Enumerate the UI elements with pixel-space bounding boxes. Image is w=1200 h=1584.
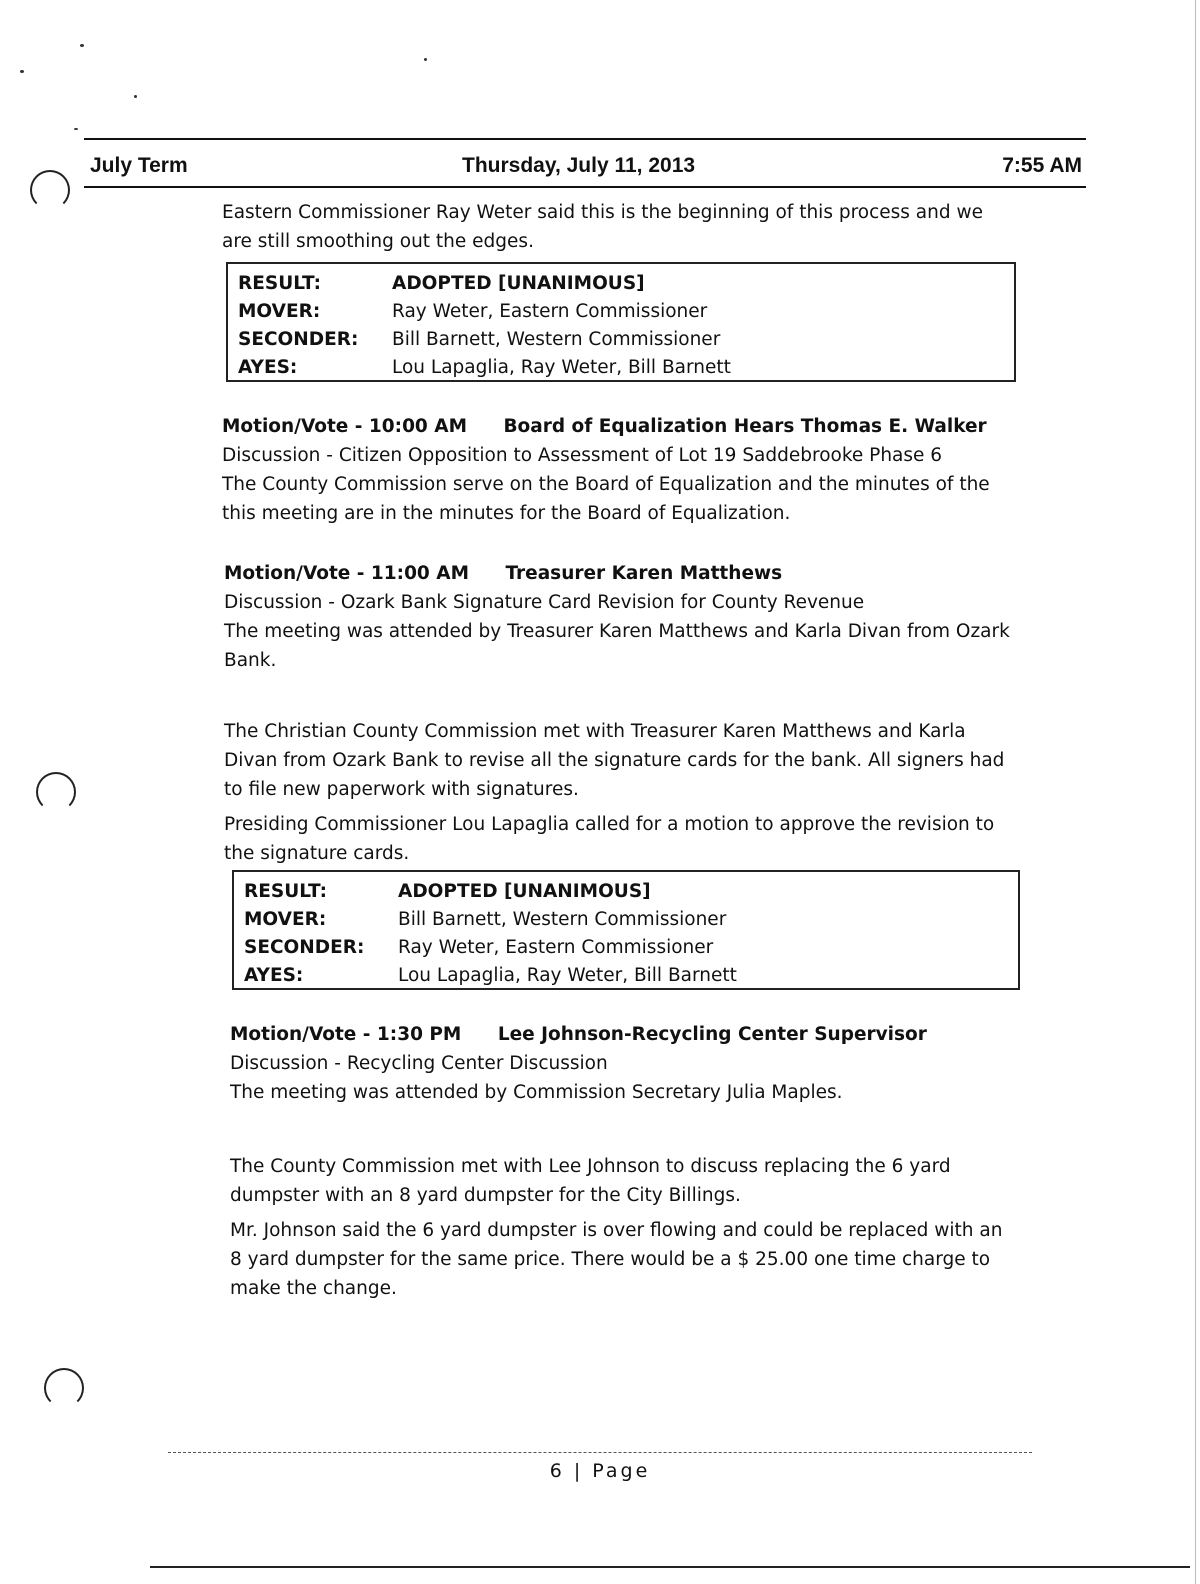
vote-label: RESULT: — [244, 881, 327, 902]
motion-subject: Treasurer Karen Matthews — [505, 563, 783, 584]
binder-hole-icon — [44, 1368, 84, 1408]
page-label: | Page — [573, 1460, 651, 1482]
discussion-label: Discussion - — [230, 1053, 341, 1074]
motion-label: Motion/Vote - — [230, 1024, 371, 1045]
motion-time: 1:30 PM — [376, 1024, 462, 1045]
vote-result-box — [232, 870, 1020, 990]
motion-time: 11:00 AM — [370, 563, 469, 584]
vote-result: ADOPTED [UNANIMOUS] — [398, 881, 651, 902]
discussion-text: Ozark Bank Signature Card Revision for County Revenue — [340, 592, 865, 613]
attended-text: The meeting was attended by Commission Secretary Julia Maples. — [230, 1082, 843, 1103]
vote-row-ayes — [244, 962, 1008, 990]
vote-row-seconder — [238, 326, 1004, 354]
page-footer — [0, 1460, 1200, 1482]
discussion-label: Discussion - — [222, 445, 333, 466]
intro-section — [222, 198, 1012, 256]
vote-label: AYES: — [238, 357, 298, 378]
vote-mover: Bill Barnett, Western Commissioner — [398, 909, 727, 930]
scan-edge-right — [1195, 0, 1196, 1584]
vote-seconder: Ray Weter, Eastern Commissioner — [398, 937, 714, 958]
scan-speck — [74, 128, 78, 130]
discussion-label: Discussion - — [224, 592, 335, 613]
motion-heading — [222, 412, 1012, 441]
vote-label: RESULT: — [238, 273, 321, 294]
vote-row-mover — [238, 298, 1004, 326]
binder-hole-icon — [36, 772, 76, 812]
vote-ayes: Lou Lapaglia, Ray Weter, Bill Barnett — [392, 357, 731, 378]
motion-subject: Lee Johnson-Recycling Center Supervisor — [497, 1024, 927, 1045]
vote-label: SECONDER: — [244, 937, 365, 958]
vote-mover: Ray Weter, Eastern Commissioner — [392, 301, 708, 322]
motion-subject: Board of Equalization Hears Thomas E. Walker — [503, 416, 987, 437]
vote-row-mover — [244, 906, 1008, 934]
motion-paragraph: The Christian County Commission met with Treasurer Karen Matthews and Karla Divan from Ozark Bank to revise all the signature cards for the bank. All signers had to file new paperwork with signatures. — [224, 721, 1005, 800]
motion-label: Motion/Vote - — [224, 563, 365, 584]
motion-section-1 — [222, 412, 1012, 528]
scan-speck — [134, 95, 137, 98]
discussion-line — [230, 1049, 1020, 1078]
vote-row-result — [238, 270, 1004, 298]
vote-label: SECONDER: — [238, 329, 359, 350]
discussion-text: Recycling Center Discussion — [346, 1053, 608, 1074]
motion-paragraph: Presiding Commissioner Lou Lapaglia called for a motion to approve the revision to the signature cards. — [224, 814, 995, 864]
discussion-line — [224, 588, 1014, 617]
motion-heading — [224, 559, 1014, 588]
footer-rule — [168, 1452, 1032, 1453]
header-rule-bottom — [84, 186, 1086, 188]
vote-seconder: Bill Barnett, Western Commissioner — [392, 329, 721, 350]
attended-text: The meeting was attended by Treasurer Karen Matthews and Karla Divan from Ozark Bank. — [224, 621, 1010, 671]
vote-label: MOVER: — [244, 909, 327, 930]
discussion-line — [222, 441, 1012, 470]
vote-result: ADOPTED [UNANIMOUS] — [392, 273, 645, 294]
motion-paragraph: The County Commission met with Lee Johnson to discuss replacing the 6 yard dumpster with an 8 yard dumpster for the City Billings. — [230, 1156, 951, 1206]
header-rule-top — [84, 138, 1086, 140]
motion-section-2 — [224, 559, 1014, 868]
vote-label: MOVER: — [238, 301, 321, 322]
scan-speck — [20, 70, 24, 73]
vote-result-box — [226, 262, 1016, 382]
scan-speck — [80, 44, 84, 47]
vote-row-ayes — [238, 354, 1004, 382]
header-term: July Term — [90, 154, 188, 177]
motion-section-3 — [230, 1020, 1020, 1303]
vote-row-seconder — [244, 934, 1008, 962]
binder-hole-icon — [30, 170, 70, 210]
scan-speck — [424, 58, 427, 61]
vote-ayes: Lou Lapaglia, Ray Weter, Bill Barnett — [398, 965, 737, 986]
scan-edge-line — [150, 1566, 1190, 1568]
motion-time: 10:00 AM — [368, 416, 467, 437]
discussion-text: Citizen Opposition to Assessment of Lot 19 Saddebrooke Phase 6 — [338, 445, 943, 466]
header-date: Thursday, July 11, 2013 — [462, 154, 696, 177]
page-number: 6 — [549, 1460, 565, 1482]
intro-paragraph: Eastern Commissioner Ray Weter said this is the beginning of this process and we are still smoothing out the edges. — [222, 202, 984, 252]
header-time: 7:55 AM — [1002, 154, 1082, 177]
vote-label: AYES: — [244, 965, 304, 986]
vote-row-result — [244, 878, 1008, 906]
motion-paragraph: Mr. Johnson said the 6 yard dumpster is over flowing and could be replaced with an 8 yard dumpster for the same price. There would be a $ 25.00 one time charge to make the change. — [230, 1220, 1003, 1299]
motion-label: Motion/Vote - — [222, 416, 363, 437]
motion-note: The County Commission serve on the Board of Equalization and the minutes of the this meeting are in the minutes for the Board of Equalization. — [222, 474, 990, 524]
motion-heading — [230, 1020, 1020, 1049]
